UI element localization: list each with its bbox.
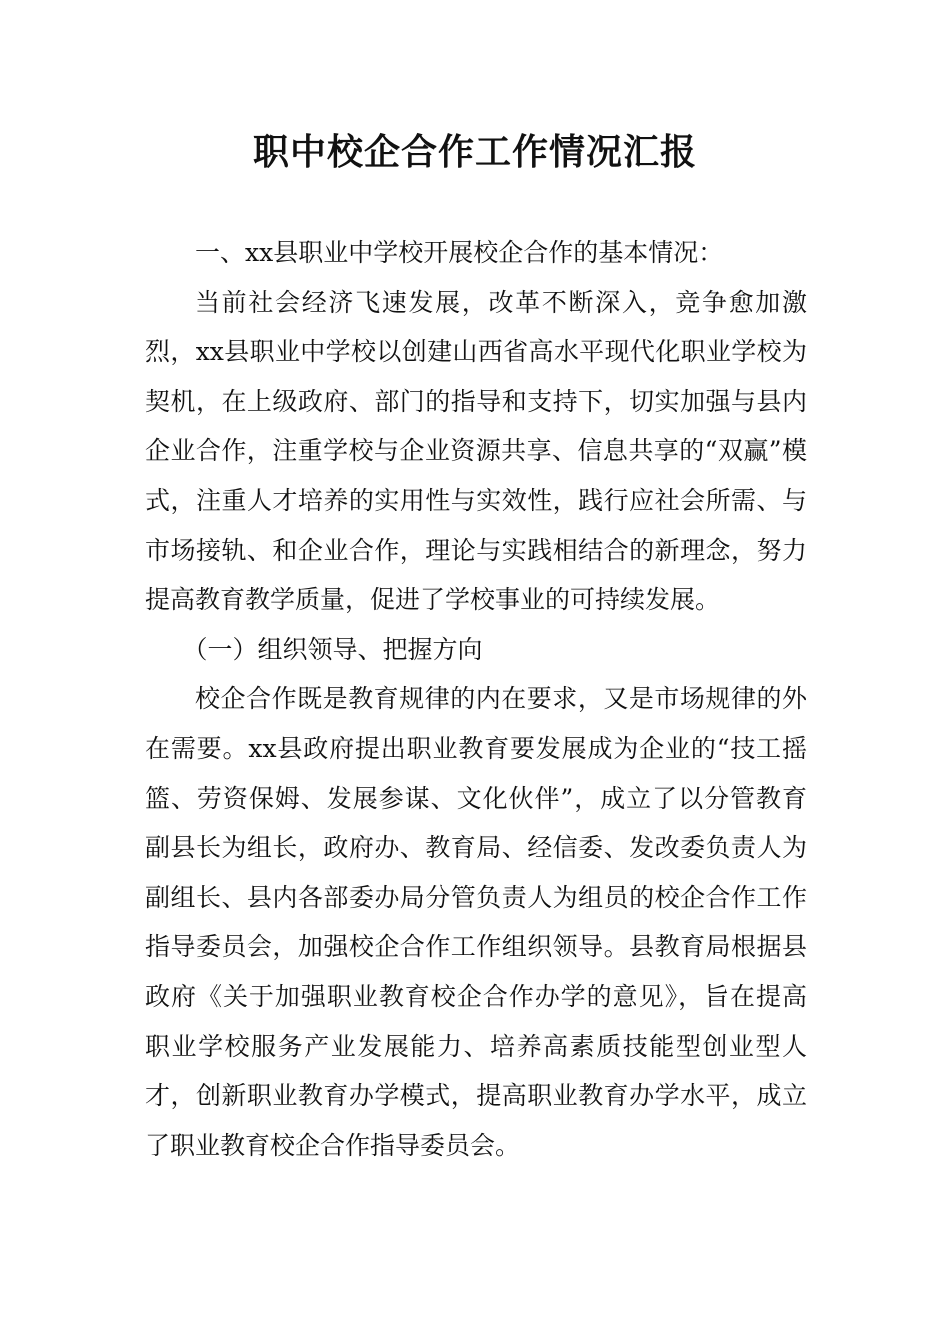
- document-body: [145, 228, 807, 1170]
- paragraph-organization: 校企合作既是教育规律的内在要求，又是市场规律的外在需要。xx县政府提出职业教育要发展成为企业的“技工摇篮、劳资保姆、发展参谋、文化伙伴”，成立了以分管教育副县长为组长，政府办、教育局、经信委、发改委负责人为副组长、县内各部委办局分管负责人为组员的校企合作工作指导委员会，加强校企合作工作组织领导。县教育局根据县政府《关于加强职业教育校企合作办学的意见》，旨在提高职业学校服务产业发展能力、培养高素质技能型创业型人才，创新职业教育办学模式，提高职业教育办学水平，成立了职业教育校企合作指导委员会。: [145, 684, 807, 1160]
- section-heading: 一、xx县职业中学校开展校企合作的基本情况：: [195, 238, 724, 267]
- paragraph-intro: 当前社会经济飞速发展，改革不断深入，竞争愈加激烈，xx县职业中学校以创建山西省高水平现代化职业学校为契机，在上级政府、部门的指导和支持下，切实加强与县内企业合作，注重学校与企业资源共享、信息共享的“双赢”模式，注重人才培养的实用性与实效性，践行应社会所需、与市场接轨、和企业合作，理论与实践相结合的新理念，努力提高教育教学质量，促进了学校事业的可持续发展。: [145, 287, 807, 615]
- document-title: 职中校企合作工作情况汇报: [252, 131, 697, 173]
- subheading-organization: （一）组织领导、把握方向: [182, 634, 483, 664]
